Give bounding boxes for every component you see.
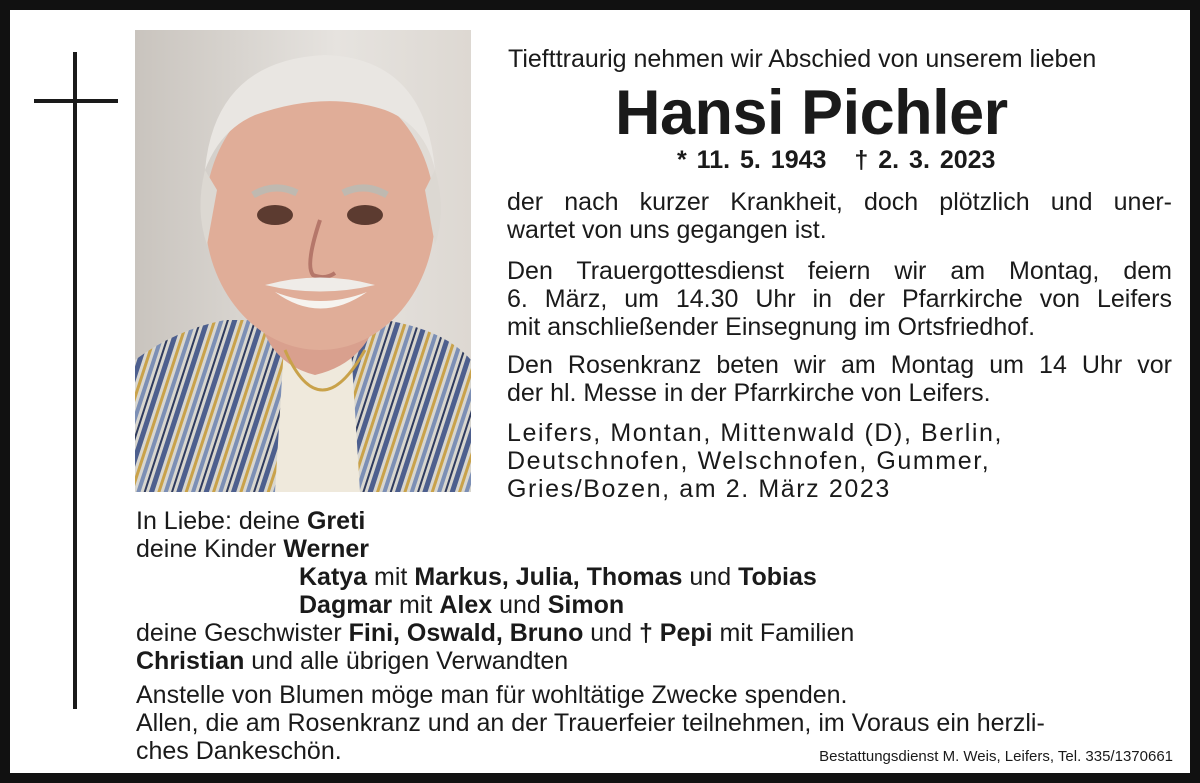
family-line bbox=[299, 563, 817, 591]
places-line: Leifers, Montan, Mittenwald (D), Berlin, bbox=[507, 419, 1004, 447]
family-text: und bbox=[492, 591, 548, 619]
family-line bbox=[136, 647, 568, 675]
family-name: Markus, Julia, Thomas bbox=[414, 563, 683, 591]
places-line: Deutschnofen, Welschnofen, Gummer, bbox=[507, 447, 991, 475]
death-date: † 2. 3. 2023 bbox=[854, 146, 996, 174]
cross-icon bbox=[73, 52, 77, 709]
family-name: Greti bbox=[306, 507, 366, 535]
family-text: In Liebe: deine bbox=[136, 507, 307, 535]
family-line bbox=[136, 619, 854, 647]
family-text: und bbox=[583, 619, 639, 647]
places-date-line: Gries/Bozen, am 2. März 2023 bbox=[507, 475, 891, 503]
family-text: mit bbox=[367, 563, 415, 591]
life-dates bbox=[677, 146, 995, 175]
text-line: Den Trauergottesdienst feiern wir am Montag, dem bbox=[507, 257, 1172, 285]
cross-icon-bar bbox=[34, 99, 118, 103]
portrait-image bbox=[135, 30, 471, 492]
family-name: Tobias bbox=[738, 563, 817, 591]
closing-line: Allen, die am Rosenkranz und an der Trauerfeier teilnehmen, im Voraus ein herzli- bbox=[136, 709, 1045, 737]
family-text: und alle übrigen Verwandten bbox=[244, 647, 569, 675]
family-name: Werner bbox=[283, 535, 370, 563]
text-line: Den Rosenkranz beten wir am Montag um 14 Uhr vor bbox=[507, 351, 1172, 379]
family-name: Fini, Oswald, Bruno bbox=[348, 619, 584, 647]
text-line: 6. März, um 14.30 Uhr in der Pfarrkirche von Leifers bbox=[507, 285, 1172, 313]
family-text: und bbox=[682, 563, 739, 591]
family-name: † Pepi bbox=[638, 619, 713, 647]
obituary-notice bbox=[10, 10, 1190, 773]
family-line bbox=[136, 507, 365, 535]
family-text: mit Familien bbox=[712, 619, 855, 647]
deceased-name: Hansi Pichler bbox=[615, 78, 1008, 148]
family-name: Katya bbox=[299, 563, 368, 591]
intro-line: Tiefttraurig nehmen wir Abschied von unserem lieben bbox=[508, 45, 1097, 73]
closing-line: Anstelle von Blumen möge man für wohltätige Zwecke spenden. bbox=[136, 681, 848, 709]
text-line: der hl. Messe in der Pfarrkirche von Leifers. bbox=[507, 379, 991, 407]
family-text: deine Kinder bbox=[136, 535, 284, 563]
family-name: Alex bbox=[439, 591, 493, 619]
portrait-photo bbox=[135, 30, 471, 492]
family-line bbox=[299, 591, 624, 619]
family-name: Christian bbox=[136, 647, 245, 675]
closing-line: ches Dankeschön. bbox=[136, 737, 342, 765]
text-line: der nach kurzer Krankheit, doch plötzlich und uner- bbox=[507, 188, 1172, 216]
text-line: wartet von uns gegangen ist. bbox=[507, 216, 827, 244]
family-text: deine Geschwister bbox=[136, 619, 349, 647]
family-name: Dagmar bbox=[299, 591, 393, 619]
birth-date: * 11. 5. 1943 bbox=[677, 146, 827, 174]
family-text: mit bbox=[392, 591, 440, 619]
undertaker-info: Bestattungsdienst M. Weis, Leifers, Tel. 335/1370661 bbox=[819, 748, 1173, 765]
family-line bbox=[136, 535, 369, 563]
family-name: Simon bbox=[547, 591, 625, 619]
text-line: mit anschließender Einsegnung im Ortsfriedhof. bbox=[507, 313, 1036, 341]
